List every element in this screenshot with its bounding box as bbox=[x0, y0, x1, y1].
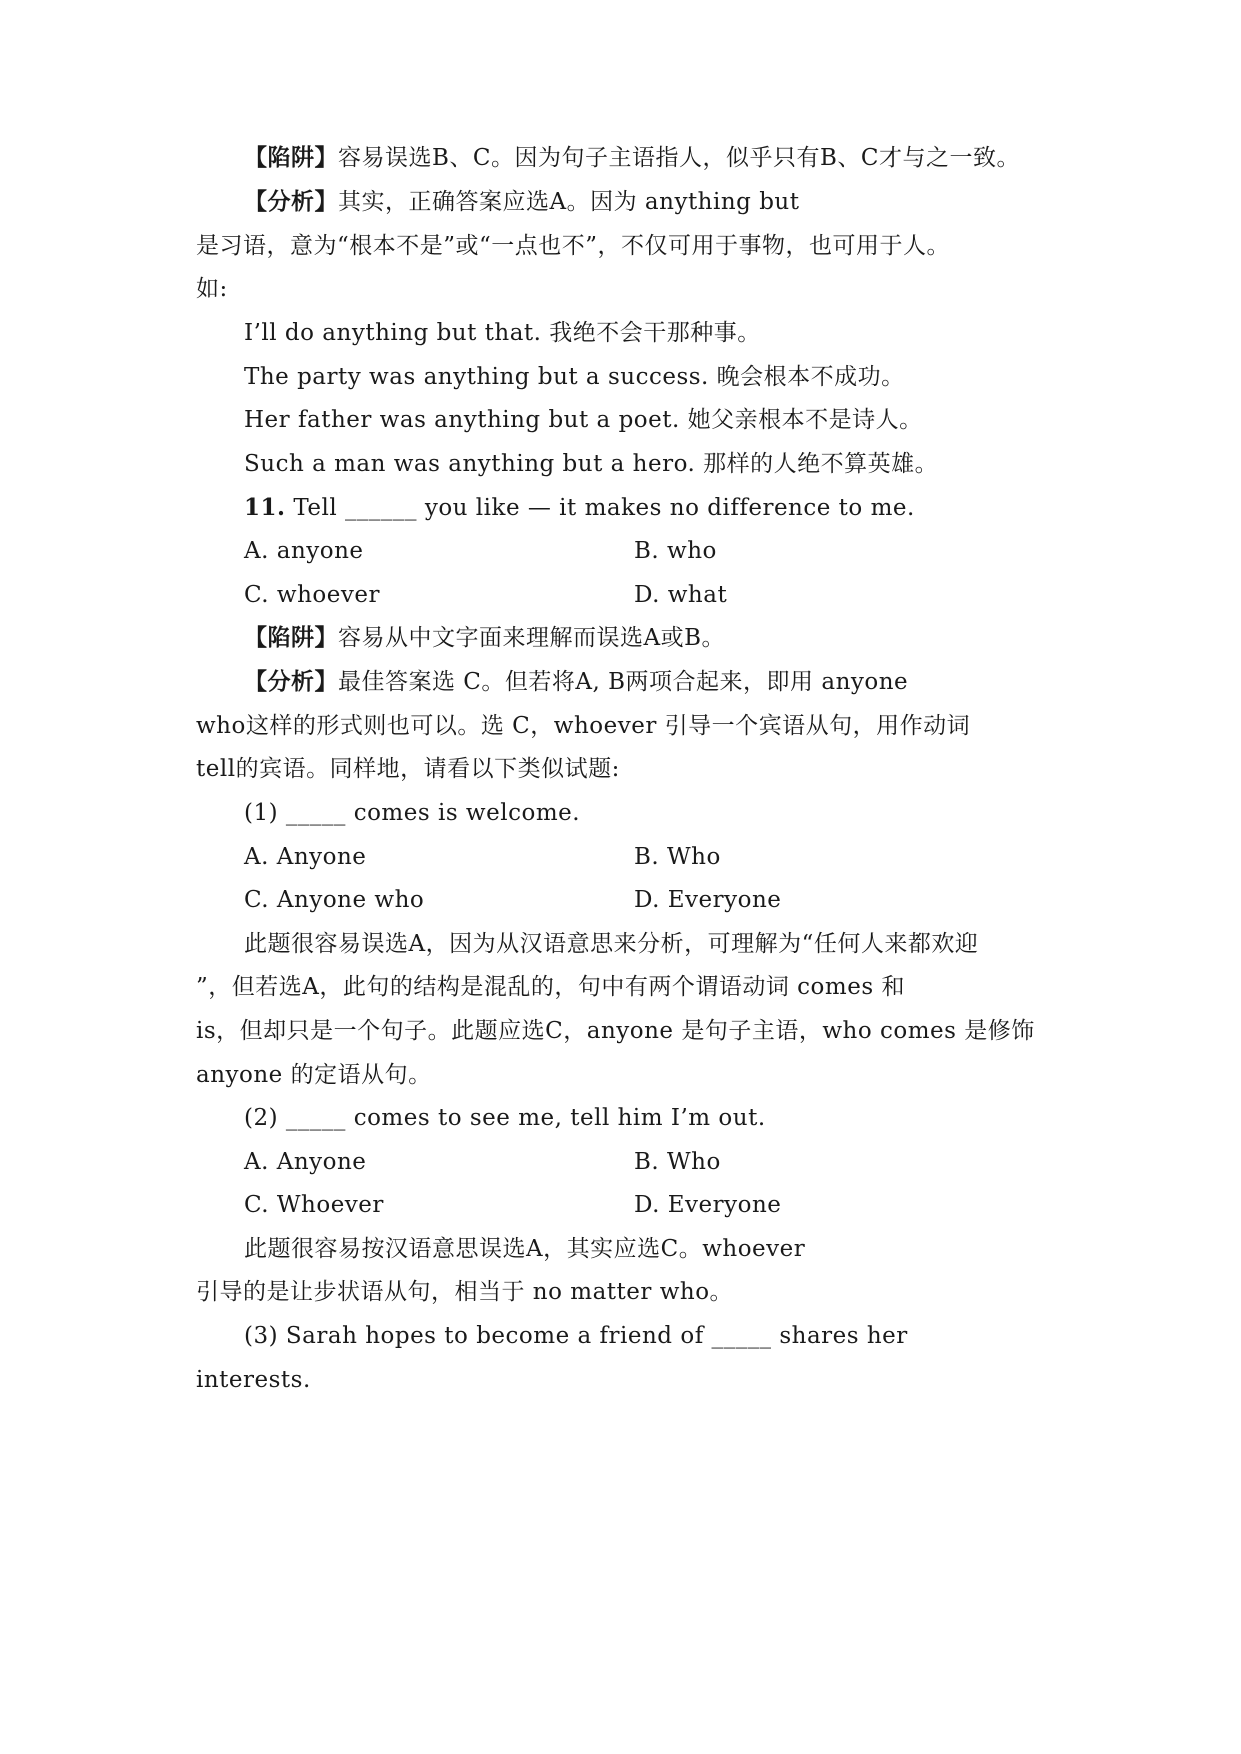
trap-label: 【陷阱】 bbox=[244, 144, 338, 171]
analysis-label: 【分析】 bbox=[244, 668, 338, 695]
sq1-option-d: D. Everyone bbox=[634, 887, 782, 913]
sq2-option-a: A. Anyone bbox=[244, 1149, 367, 1175]
trap-paragraph-1 bbox=[244, 143, 1020, 173]
analysis-paragraph-1 bbox=[244, 187, 799, 217]
sq1-explanation-3: is，但却只是一个句子。此题应选C，anyone 是句子主语，who comes 是修饰 bbox=[196, 1018, 1035, 1044]
q11-option-a: A. anyone bbox=[244, 538, 364, 564]
analysis-label: 【分析】 bbox=[244, 188, 338, 215]
sq1-explanation-2: ”，但若选A，此句的结构是混乱的，句中有两个谓语动词 comes 和 bbox=[196, 974, 905, 1000]
sq1-option-c: C. Anyone who bbox=[244, 887, 425, 913]
sq2-option-d: D. Everyone bbox=[634, 1192, 782, 1218]
sub-question-3: (3) Sarah hopes to become a friend of _____ shares her bbox=[244, 1323, 908, 1349]
sq1-option-a: A. Anyone bbox=[244, 844, 367, 870]
example-sentence-3: Her father was anything but a poet. 她父亲根本不是诗人。 bbox=[244, 407, 923, 433]
example-sentence-4: Such a man was anything but a hero. 那样的人绝不算英雄。 bbox=[244, 451, 939, 477]
analysis-continuation-2: tell的宾语。同样地，请看以下类似试题: bbox=[196, 756, 620, 782]
example-sentence-2: The party was anything but a success. 晚会根本不成功。 bbox=[244, 364, 905, 390]
q11-option-c: C. whoever bbox=[244, 582, 380, 608]
trap-text: 容易误选B、C。因为句子主语指人，似乎只有B、C才与之一致。 bbox=[338, 145, 1020, 171]
question-11 bbox=[244, 493, 915, 523]
analysis-text: 最佳答案选 C。但若将A, B两项合起来，即用 anyone bbox=[338, 669, 909, 695]
trap-paragraph-2 bbox=[244, 623, 725, 653]
q11-option-d: D. what bbox=[634, 582, 728, 608]
sub-question-3-continuation: interests. bbox=[196, 1367, 311, 1393]
analysis-paragraph-2 bbox=[244, 667, 908, 697]
sq1-explanation-4: anyone 的定语从句。 bbox=[196, 1062, 432, 1088]
question-text: Tell ______ you like — it makes no difference to me. bbox=[285, 495, 915, 521]
analysis-continuation: 是习语，意为“根本不是”或“一点也不”，不仅可用于事物，也可用于人。 bbox=[196, 233, 951, 259]
trap-label: 【陷阱】 bbox=[244, 624, 338, 651]
analysis-continuation-1: who这样的形式则也可以。选 C，whoever 引导一个宾语从句，用作动词 bbox=[196, 713, 971, 739]
sq2-option-b: B. Who bbox=[634, 1149, 721, 1175]
sq2-explanation-2: 引导的是让步状语从句，相当于 no matter who。 bbox=[196, 1279, 734, 1305]
sub-question-1: (1) _____ comes is welcome. bbox=[244, 800, 581, 826]
example-intro: 如: bbox=[196, 276, 228, 302]
sq2-option-c: C. Whoever bbox=[244, 1192, 384, 1218]
sq1-explanation-1: 此题很容易误选A，因为从汉语意思来分析，可理解为“任何人来都欢迎 bbox=[244, 931, 979, 957]
sq2-explanation-1: 此题很容易按汉语意思误选A，其实应选C。whoever bbox=[244, 1236, 806, 1262]
analysis-text: 其实，正确答案应选A。因为 anything but bbox=[338, 189, 800, 215]
trap-text: 容易从中文字面来理解而误选A或B。 bbox=[338, 625, 726, 651]
example-sentence-1: I’ll do anything but that. 我绝不会干那种事。 bbox=[244, 320, 761, 346]
sub-question-2: (2) _____ comes to see me, tell him I’m out. bbox=[244, 1105, 766, 1131]
sq1-option-b: B. Who bbox=[634, 844, 721, 870]
q11-option-b: B. who bbox=[634, 538, 717, 564]
question-number: 11. bbox=[244, 494, 286, 521]
